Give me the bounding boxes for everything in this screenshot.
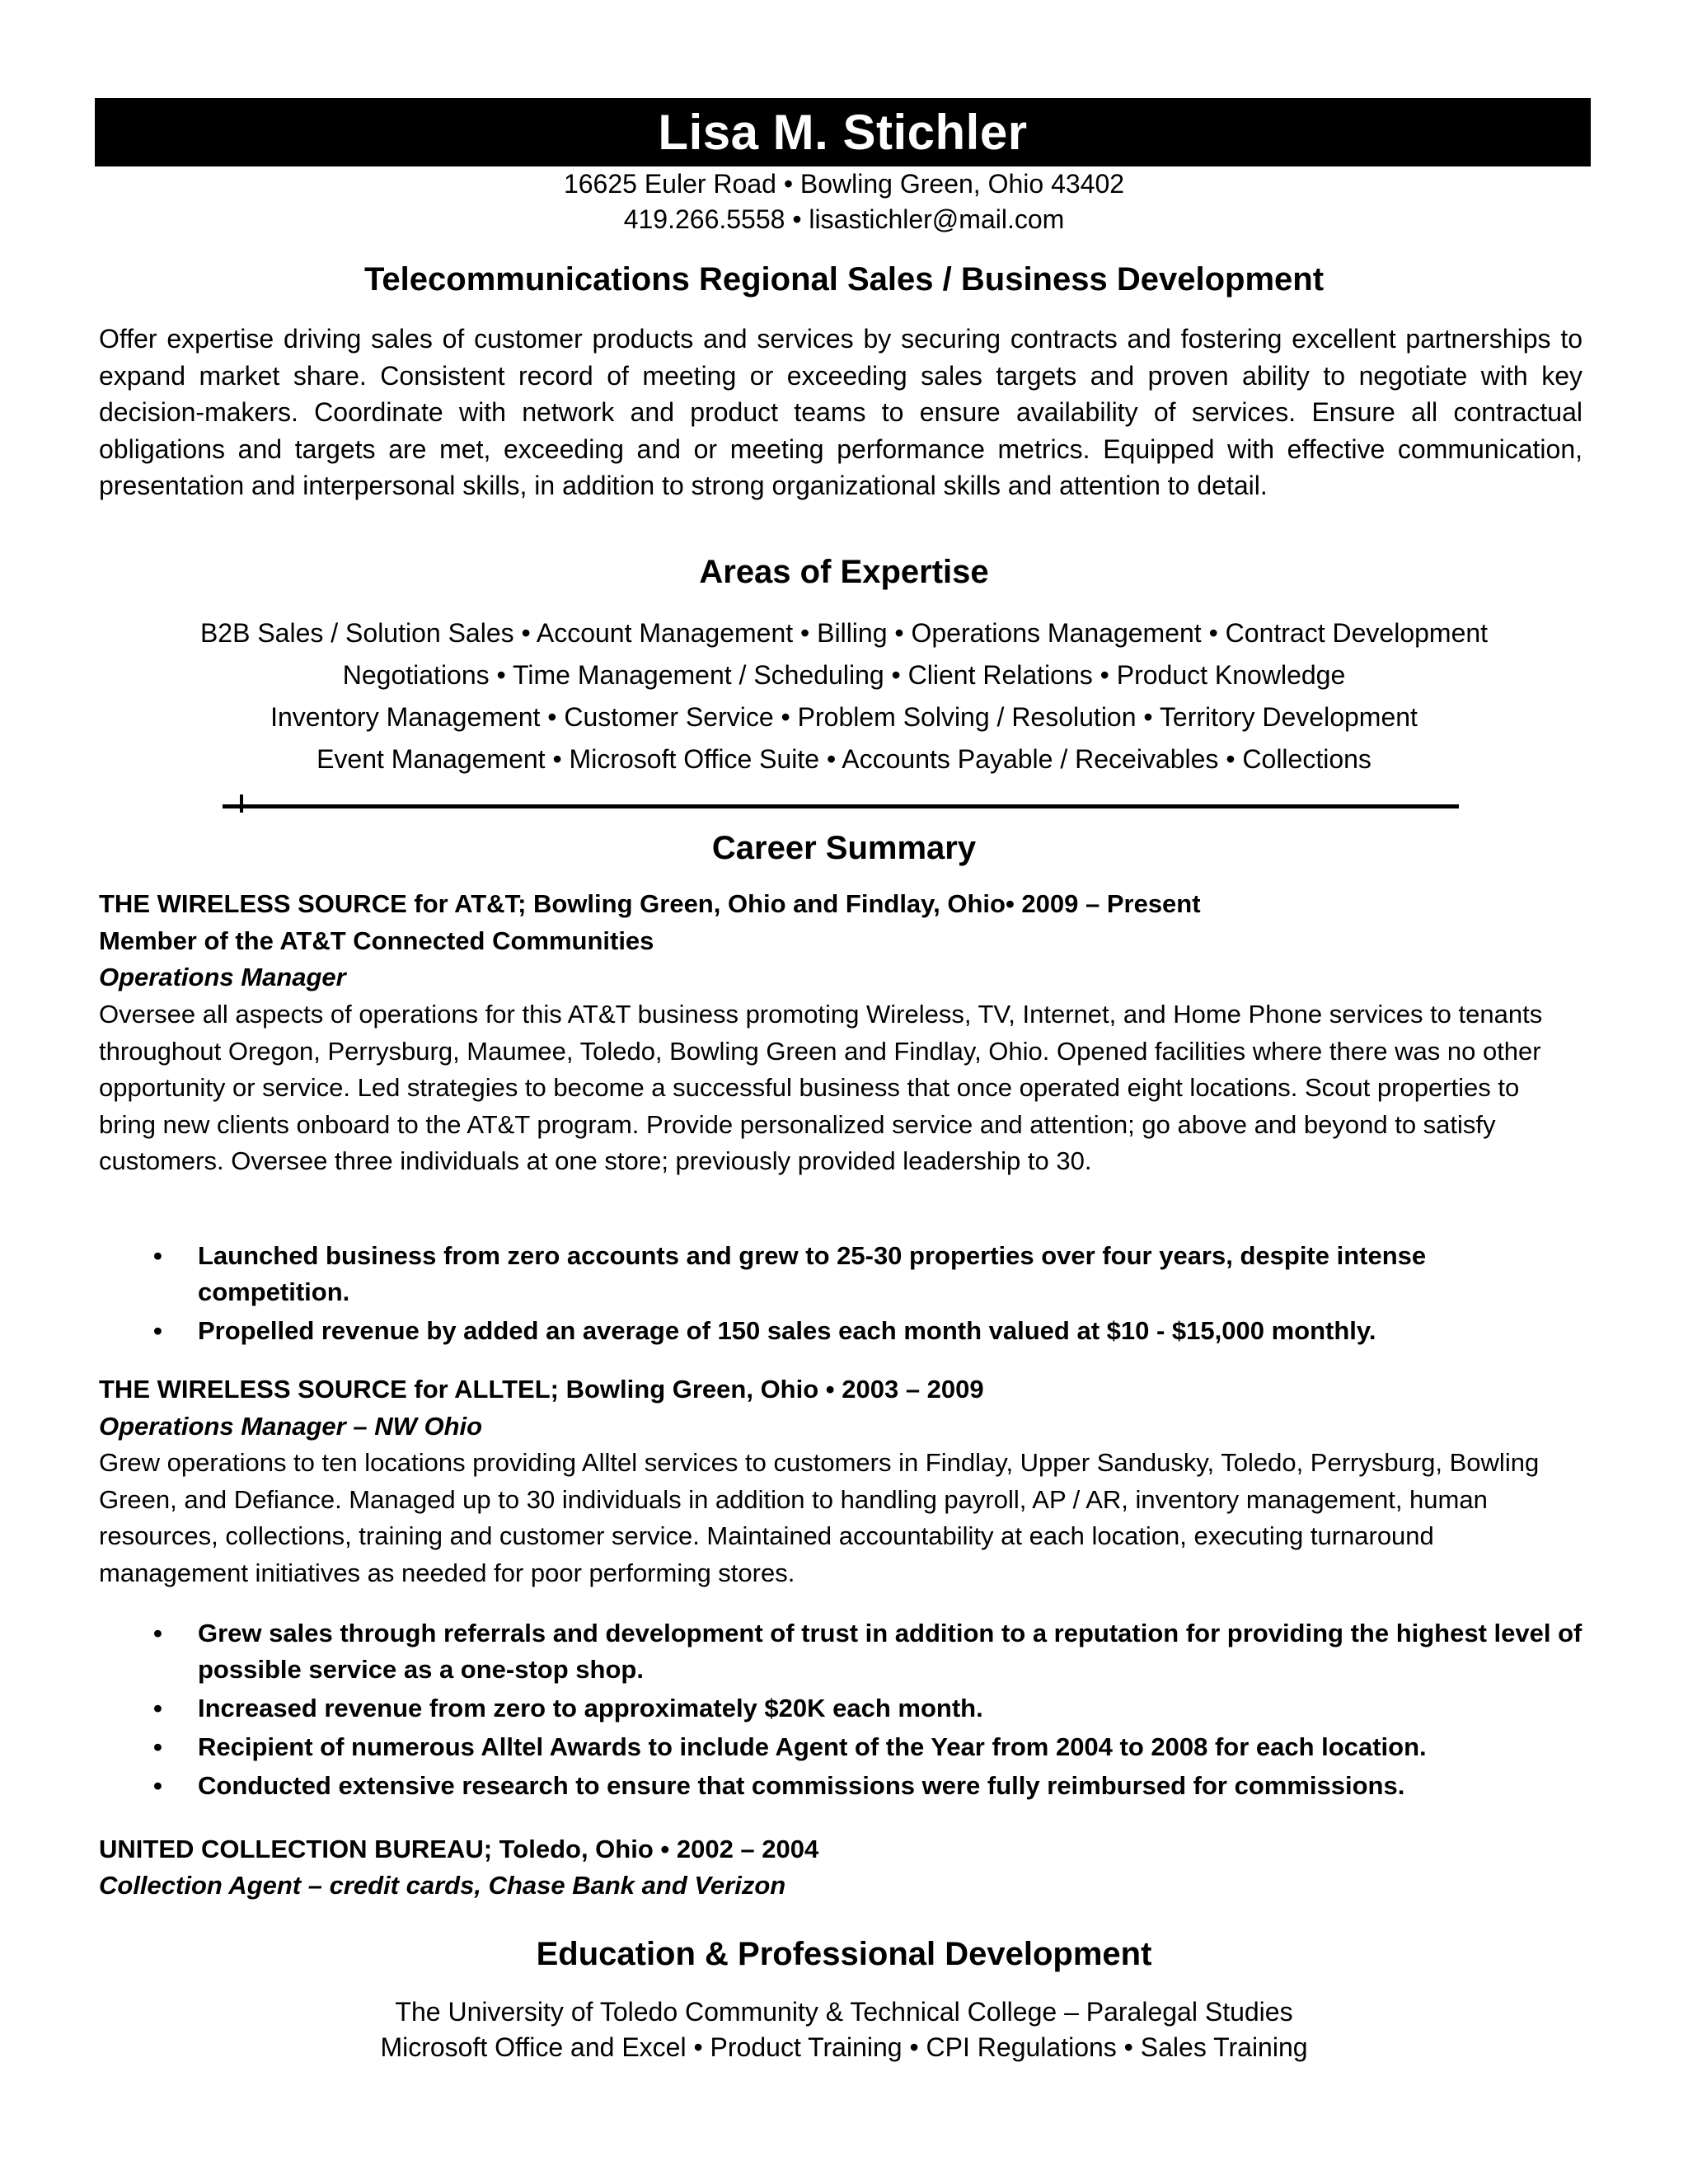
job-achievements [99,1238,1582,1349]
contact-phone-email: 419.266.5558 • lisastichler@mail.com [623,204,1065,234]
job-description: Oversee all aspects of operations for this AT&T business promoting Wireless, TV, Internet, and Home Phone services to tenants throughout Oregon, Perrysburg, Maumee, Toledo, Bowling Green and Findlay, Ohio. Opened facilities where there was no other opportunity or service. Led strategies to become a successful business that once operated eight locations. Scout properties to bring new clients onboard to the AT&T program. Provide personalized service and attention; go above and beyond to satisfy customers. Oversee three individuals at one store; previously provided leadership to 30. [99,1000,1543,1176]
job-description: Grew operations to ten locations providing Alltel services to customers in Findlay, Upper Sandusky, Toledo, Perrysburg, Bowling Green, and Defiance. Managed up to 30 individuals in addition to handling payroll, AP / AR, inventory management, human resources, collections, training and customer service. Maintained accountability at each location, executing turnaround management initiatives as needed for poor performing stores. [99,1448,1540,1587]
bullet-icon: • [153,1771,162,1800]
education-line: The University of Toledo Community & Technical College – Paralegal Studies [395,1997,1293,2027]
job-company: THE WIRELESS SOURCE for ALLTEL; Bowling Green, Ohio • 2003 – 2009 [99,1375,984,1404]
bullet-icon: • [153,1241,162,1270]
job-role: Operations Manager [99,963,346,991]
job-role: Operations Manager – NW Ohio [99,1412,483,1441]
candidate-name: Lisa M. Stichler [95,98,1591,166]
bullet-icon: • [153,1619,162,1647]
expertise-heading: Areas of Expertise [699,554,989,590]
professional-title: Telecommunications Regional Sales / Business Development [363,261,1325,298]
expertise-line: B2B Sales / Solution Sales • Account Management • Billing • Operations Management • Contract Development [199,618,1489,648]
bullet-icon: • [153,1732,162,1761]
bullet-icon: • [153,1694,162,1722]
job-affiliation: Member of the AT&T Connected Communities [99,926,654,955]
expertise-line: Event Management • Microsoft Office Suite • Accounts Payable / Receivables • Collections [316,744,1372,774]
professional-summary: Offer expertise driving sales of customer products and services by securing contracts and fostering excellent partnerships to expand market share. Consistent record of meeting or exceeding sales targets and proven ability to negotiate with key decision-makers. Coordinate with network and product teams to ensure availability of services. Ensure all contractual obligations and targets are met, exceeding and or meeting performance metrics. Equipped with effective communication, presentation and interpersonal skills, in addition to strong organizational skills and attention to detail. [99,324,1582,501]
expertise-line: Negotiations • Time Management / Scheduling • Client Relations • Product Knowledge [342,660,1346,690]
list-item: • Conducted extensive research to ensure that commissions were fully reimbursed for commissions. [99,1768,1582,1804]
divider-tick [240,794,243,813]
education-line: Microsoft Office and Excel • Product Training • CPI Regulations • Sales Training [380,2032,1308,2062]
list-item: • Recipient of numerous Alltel Awards to include Agent of the Year from 2004 to 2008 for each location. [99,1729,1582,1765]
list-item: • Grew sales through referrals and development of trust in addition to a reputation for providing the highest level of possible service as a one-stop shop. [99,1615,1582,1688]
career-heading: Career Summary [711,830,977,866]
expertise-line: Inventory Management • Customer Service • Problem Solving / Resolution • Territory Development [270,702,1418,732]
list-item: • Launched business from zero accounts and grew to 25-30 properties over four years, despite intense competition. [99,1238,1582,1310]
job-company: THE WIRELESS SOURCE for AT&T; Bowling Green, Ohio and Findlay, Ohio• 2009 – Present [99,889,1201,918]
job-achievements [99,1615,1582,1804]
section-divider [223,804,1459,808]
job-company: UNITED COLLECTION BUREAU; Toledo, Ohio • 2002 – 2004 [99,1835,819,1863]
contact-address: 16625 Euler Road • Bowling Green, Ohio 43402 [563,169,1125,199]
list-item: • Increased revenue from zero to approximately $20K each month. [99,1690,1582,1727]
education-heading: Education & Professional Development [536,1936,1152,1972]
bullet-icon: • [153,1316,162,1345]
job-role: Collection Agent – credit cards, Chase Bank and Verizon [99,1871,786,1900]
list-item: • Propelled revenue by added an average of 150 sales each month valued at $10 - $15,000 monthly. [99,1313,1582,1349]
